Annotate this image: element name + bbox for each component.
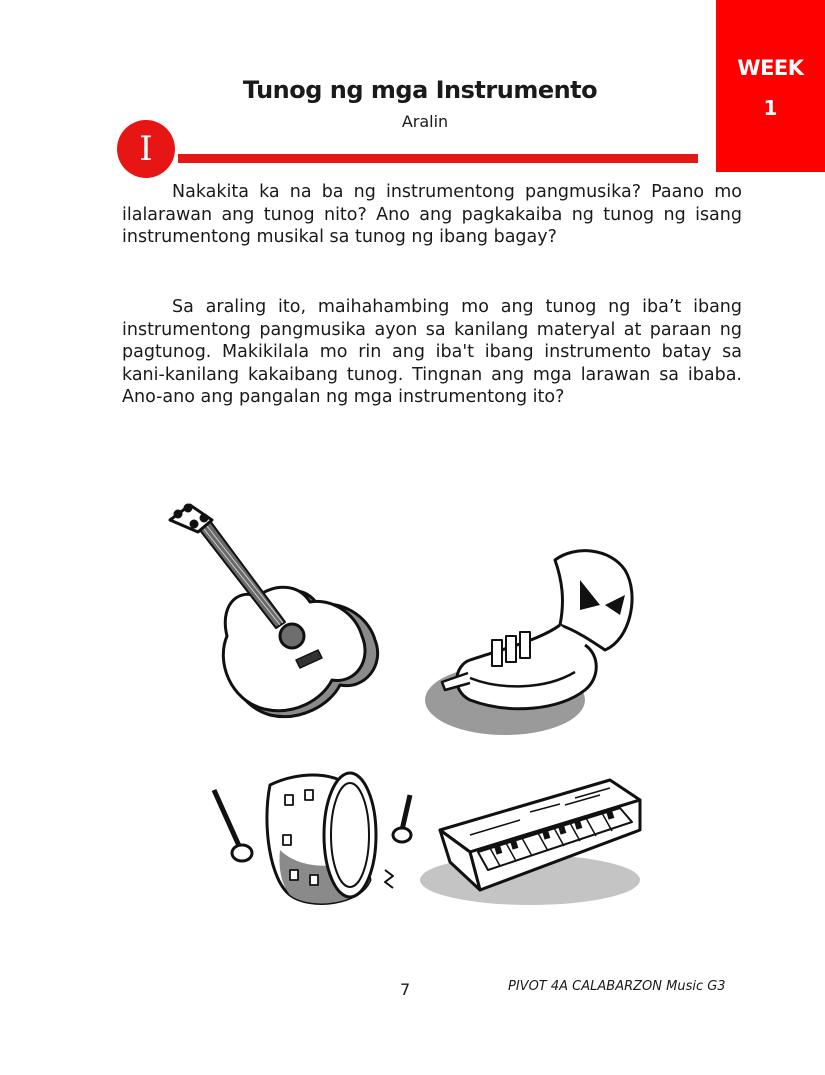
drum-icon [214, 773, 411, 903]
title-divider [178, 154, 698, 163]
lesson-title: Tunog ng mga Instrumento [242, 76, 598, 104]
lesson-paragraph: Sa araling ito, maihahambing mo ang tunog ng iba’t ibang instrumentong pangmusika ayon sa kanilang materyal at paraan ng pagtunog. Makikilala mo rin ang iba't ibang instrumento batay sa kani-kanilang kakaibang tunog. Tingnan ang mga larawan sa ibaba. Ano-ano ang pangalan ng mga instrumentong ito? [122, 297, 742, 407]
footer-label: PIVOT 4A CALABARZON Music G3 [508, 979, 726, 994]
intro-paragraph: Nakakita ka na ba ng instrumentong pangmusika? Paano mo ilalarawan ang tunog nito? Ano ang pagkakaiba ng tunog ng isang instrumentong musikal sa tunog ng ibang bagay? [122, 182, 742, 247]
keyboard-icon [420, 780, 640, 905]
page-number: 7 [400, 980, 411, 999]
guitar-icon [170, 505, 378, 717]
week-number: 1 [763, 96, 778, 120]
instrument-illustrations [0, 440, 825, 940]
lesson-subtitle: Aralin [401, 112, 449, 131]
week-label: WEEK [737, 56, 804, 80]
section-badge: I [117, 120, 175, 178]
trumpet-icon [425, 551, 632, 735]
week-tab [716, 0, 825, 172]
